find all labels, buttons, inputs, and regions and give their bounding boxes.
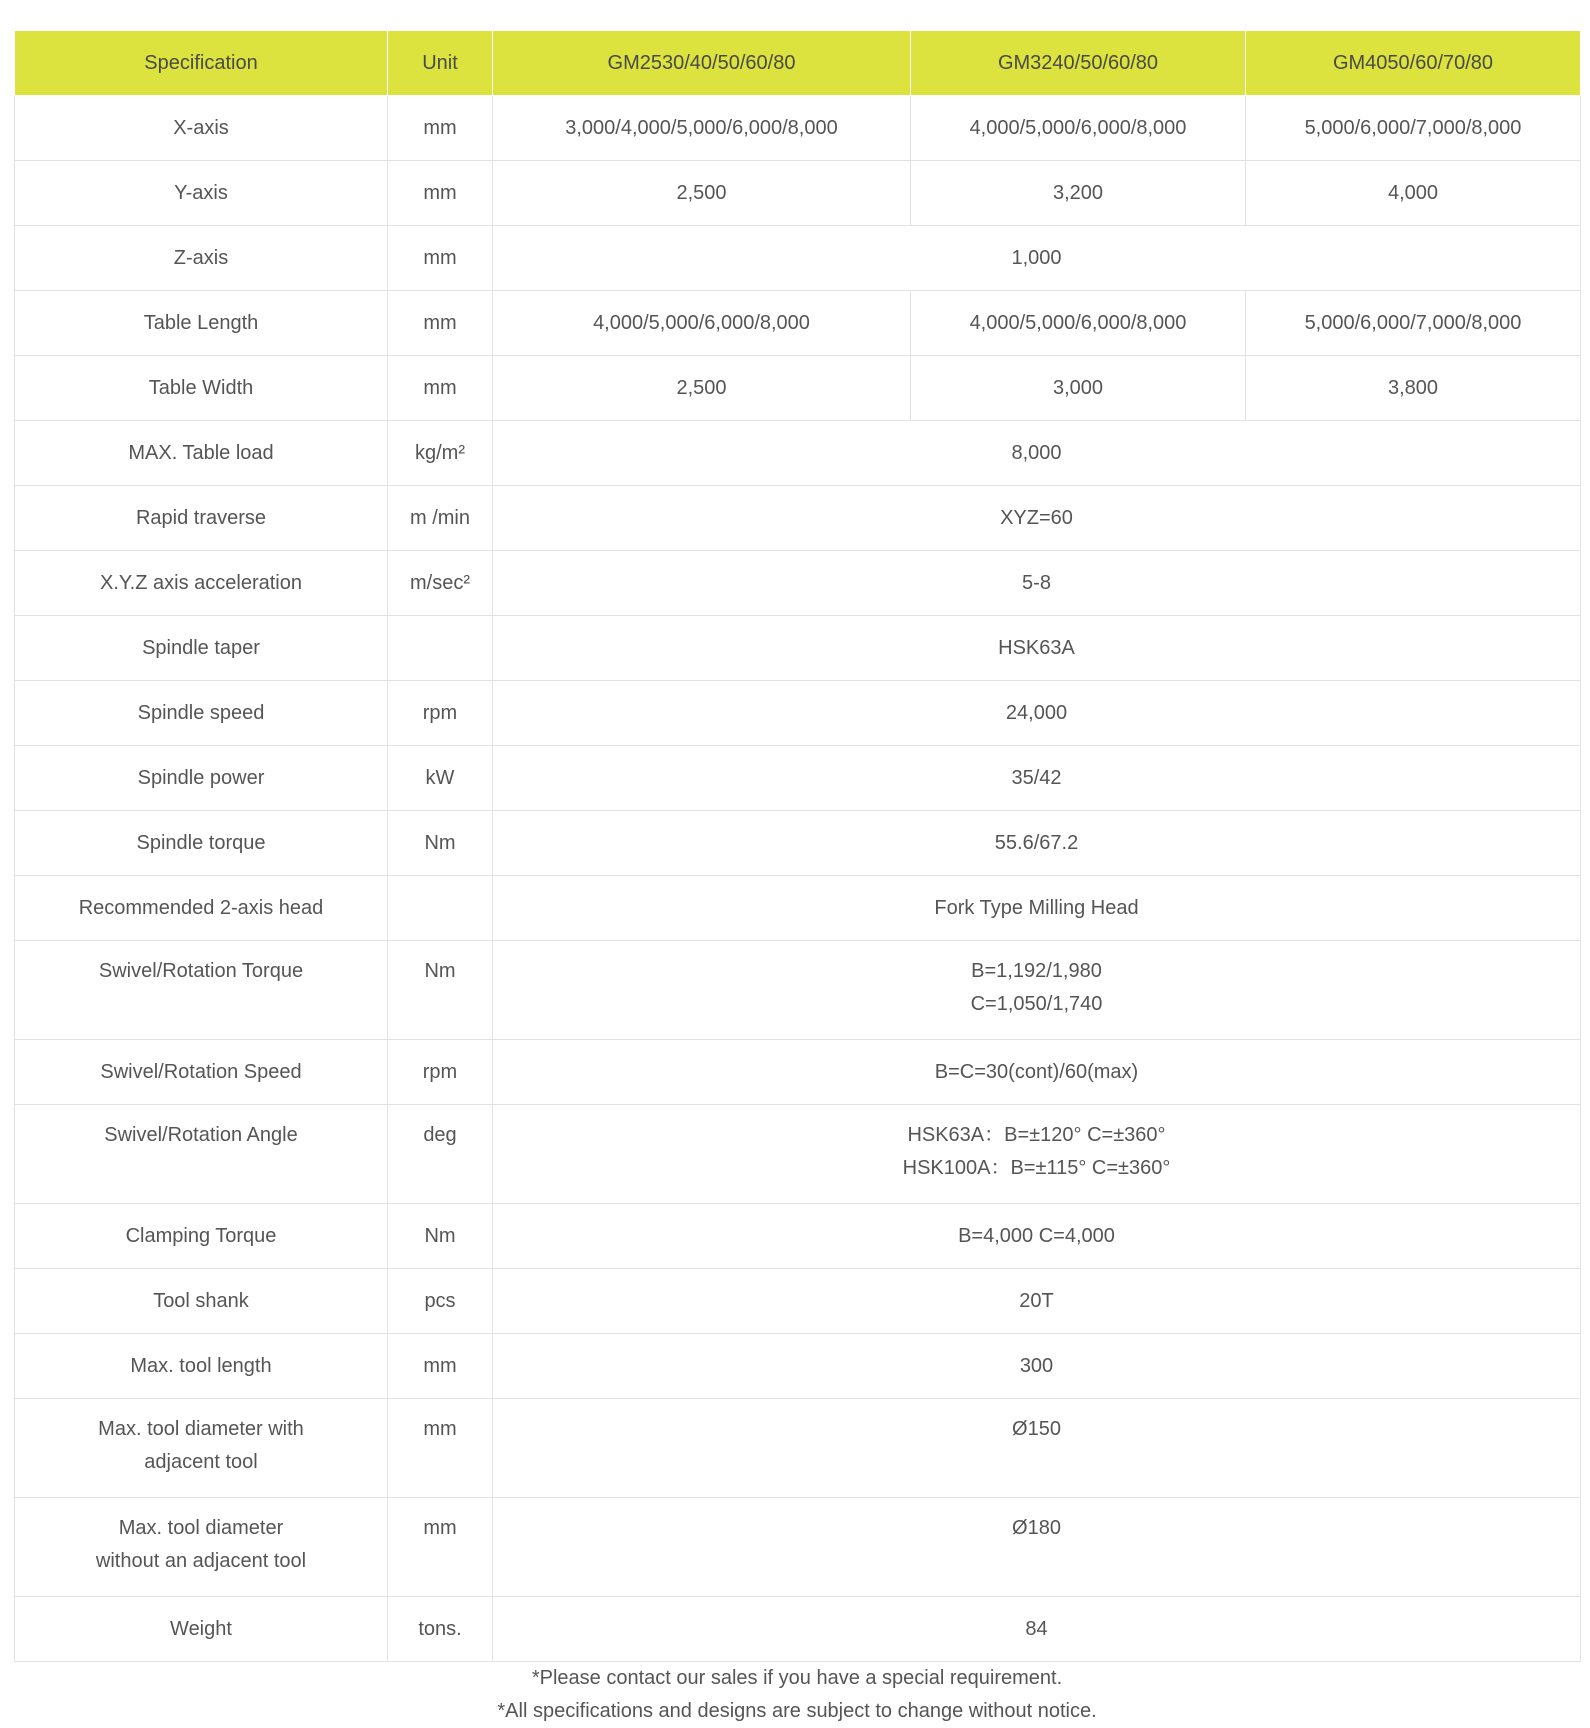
- spec-line: Max. tool diameter with: [98, 1418, 304, 1440]
- spec-cell: X.Y.Z axis acceleration: [15, 551, 388, 616]
- table-row: [15, 876, 1581, 941]
- table-row: [15, 941, 1581, 1040]
- spec-cell: Spindle torque: [15, 811, 388, 876]
- value-cell: 55.6/67.2: [493, 811, 1581, 876]
- table-row: [15, 1105, 1581, 1204]
- unit-cell: tons.: [388, 1597, 493, 1662]
- table-row: [15, 1040, 1581, 1105]
- value-cell: Ø150: [493, 1399, 1581, 1498]
- value-cell: 4,000: [1246, 161, 1581, 226]
- value-cell: B=4,000 C=4,000: [493, 1204, 1581, 1269]
- value-cell: 3,200: [911, 161, 1246, 226]
- table-row: [15, 1498, 1581, 1597]
- unit-cell: Nm: [388, 1204, 493, 1269]
- unit-cell: mm: [388, 1498, 493, 1597]
- spec-cell: Spindle speed: [15, 681, 388, 746]
- value-cell: 35/42: [493, 746, 1581, 811]
- table-row: [15, 616, 1581, 681]
- value-cell: [493, 1105, 1581, 1204]
- spec-cell: X-axis: [15, 96, 388, 161]
- table-row: [15, 811, 1581, 876]
- header-model-gm2530: GM2530/40/50/60/80: [493, 31, 911, 96]
- table-row: [15, 1597, 1581, 1662]
- value-cell: 8,000: [493, 421, 1581, 486]
- value-cell: Ø180: [493, 1498, 1581, 1597]
- spec-cell: Spindle taper: [15, 616, 388, 681]
- spec-cell: Max. tool length: [15, 1334, 388, 1399]
- spec-cell: Recommended 2-axis head: [15, 876, 388, 941]
- value-cell: 24,000: [493, 681, 1581, 746]
- value-cell: 84: [493, 1597, 1581, 1662]
- value-cell: 4,000/5,000/6,000/8,000: [493, 291, 911, 356]
- table-row: [15, 1204, 1581, 1269]
- table-row: [15, 681, 1581, 746]
- unit-cell: m/sec²: [388, 551, 493, 616]
- spec-cell: [15, 1399, 388, 1498]
- value-line: C=1,050/1,740: [970, 993, 1103, 1015]
- table-row: [15, 96, 1581, 161]
- value-cell: 5,000/6,000/7,000/8,000: [1246, 96, 1581, 161]
- value-cell: 5,000/6,000/7,000/8,000: [1246, 291, 1581, 356]
- unit-cell: pcs: [388, 1269, 493, 1334]
- table-row: [15, 486, 1581, 551]
- value-cell: 5-8: [493, 551, 1581, 616]
- value-cell: 3,800: [1246, 356, 1581, 421]
- spec-cell: Weight: [15, 1597, 388, 1662]
- table-body: [15, 96, 1581, 1662]
- value-cell: Fork Type Milling Head: [493, 876, 1581, 941]
- value-line: HSK63A：B=±120° C=±360°: [907, 1124, 1166, 1146]
- value-cell: XYZ=60: [493, 486, 1581, 551]
- spec-table: [14, 30, 1581, 1662]
- value-cell: HSK63A: [493, 616, 1581, 681]
- value-line: HSK100A：B=±115° C=±360°: [902, 1157, 1171, 1179]
- unit-cell: Nm: [388, 941, 493, 1040]
- unit-cell: mm: [388, 161, 493, 226]
- value-cell: [493, 941, 1581, 1040]
- spec-cell: Swivel/Rotation Speed: [15, 1040, 388, 1105]
- header-model-gm4050: GM4050/60/70/80: [1246, 31, 1581, 96]
- unit-cell: Nm: [388, 811, 493, 876]
- unit-cell: mm: [388, 291, 493, 356]
- table-row: [15, 356, 1581, 421]
- unit-cell: rpm: [388, 681, 493, 746]
- unit-cell: m /min: [388, 486, 493, 551]
- value-cell: 2,500: [493, 356, 911, 421]
- spec-cell: MAX. Table load: [15, 421, 388, 486]
- footnote-change-notice: *All specifications and designs are subject to change without notice.: [497, 1700, 1097, 1722]
- table-row: [15, 226, 1581, 291]
- footnote-special-requirement: *Please contact our sales if you have a special requirement.: [531, 1667, 1063, 1689]
- unit-cell: mm: [388, 226, 493, 291]
- unit-cell: kg/m²: [388, 421, 493, 486]
- value-cell: 3,000/4,000/5,000/6,000/8,000: [493, 96, 911, 161]
- table-row: [15, 1399, 1581, 1498]
- unit-cell: [388, 876, 493, 941]
- spec-cell: [15, 1498, 388, 1597]
- spec-line: adjacent tool: [144, 1451, 258, 1473]
- value-cell: 1,000: [493, 226, 1581, 291]
- header-row: [15, 31, 1581, 96]
- unit-cell: mm: [388, 1399, 493, 1498]
- footnotes: [14, 1662, 1580, 1728]
- value-cell: 2,500: [493, 161, 911, 226]
- table-row: [15, 1269, 1581, 1334]
- table-row: [15, 421, 1581, 486]
- spec-line: without an adjacent tool: [95, 1550, 307, 1572]
- unit-cell: [388, 616, 493, 681]
- table-row: [15, 746, 1581, 811]
- table-row: [15, 551, 1581, 616]
- value-cell: 20T: [493, 1269, 1581, 1334]
- table-row: [15, 291, 1581, 356]
- spec-cell: Z-axis: [15, 226, 388, 291]
- spec-cell: Y-axis: [15, 161, 388, 226]
- spec-cell: Tool shank: [15, 1269, 388, 1334]
- unit-cell: deg: [388, 1105, 493, 1204]
- spec-line: Max. tool diameter: [118, 1517, 284, 1539]
- table-row: [15, 161, 1581, 226]
- spec-cell: Swivel/Rotation Torque: [15, 941, 388, 1040]
- unit-cell: rpm: [388, 1040, 493, 1105]
- spec-cell: Rapid traverse: [15, 486, 388, 551]
- spec-cell: Table Length: [15, 291, 388, 356]
- header-unit: Unit: [388, 31, 493, 96]
- value-cell: 300: [493, 1334, 1581, 1399]
- value-line: B=1,192/1,980: [971, 960, 1102, 982]
- spec-cell: Table Width: [15, 356, 388, 421]
- spec-cell: Clamping Torque: [15, 1204, 388, 1269]
- unit-cell: mm: [388, 356, 493, 421]
- value-cell: B=C=30(cont)/60(max): [493, 1040, 1581, 1105]
- table-row: [15, 1334, 1581, 1399]
- spec-cell: Spindle power: [15, 746, 388, 811]
- spec-cell: Swivel/Rotation Angle: [15, 1105, 388, 1204]
- value-cell: 4,000/5,000/6,000/8,000: [911, 96, 1246, 161]
- value-cell: 4,000/5,000/6,000/8,000: [911, 291, 1246, 356]
- spec-table-container: [14, 30, 1580, 1728]
- header-specification: Specification: [15, 31, 388, 96]
- unit-cell: mm: [388, 96, 493, 161]
- value-cell: 3,000: [911, 356, 1246, 421]
- unit-cell: kW: [388, 746, 493, 811]
- table-header: [15, 31, 1581, 96]
- header-model-gm3240: GM3240/50/60/80: [911, 31, 1246, 96]
- unit-cell: mm: [388, 1334, 493, 1399]
